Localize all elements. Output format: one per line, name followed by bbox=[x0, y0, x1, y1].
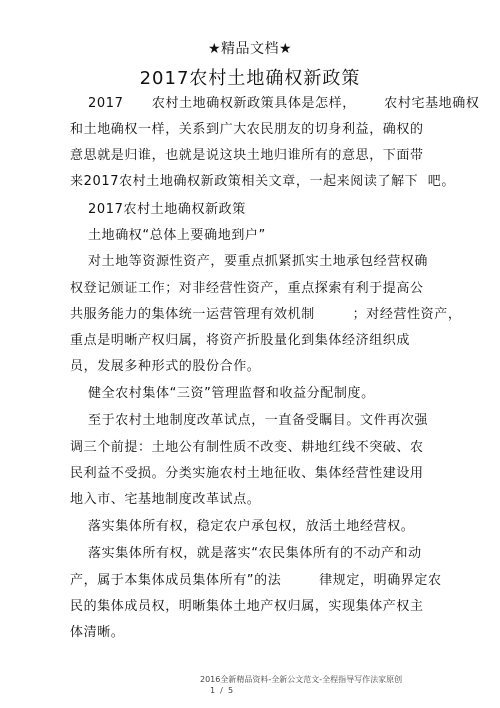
document-title: 2017农村土地确权新政策 bbox=[139, 68, 361, 89]
page-footer: 2016全新精品资料-全新公文范文-全程指导写作法家原创 bbox=[200, 675, 403, 684]
body-line: 对土地等资源性资产，要重点抓紧抓实土地承包经营权确 bbox=[88, 254, 429, 269]
body-line: 体清晰。 bbox=[70, 625, 125, 640]
body-line: 共服务能力的集体统一运营管理有效机制 ；对经营性资产， bbox=[70, 307, 462, 322]
body-line: 土地确权“总体上要确地到户” bbox=[88, 228, 266, 243]
body-line: 落实集体所有权，就是落实“农民集体所有的不动产和动 bbox=[88, 546, 422, 561]
section-heading: 2017农村土地确权新政策 bbox=[88, 202, 246, 217]
body-line: 健全农村集体“三资”管理监督和收益分配制度。 bbox=[88, 386, 375, 401]
body-line: 至于农村土地制度改革试点，一直备受瞩目。文件再次强 bbox=[88, 413, 429, 428]
body-line: 权登记颁证工作；对非经营性资产，重点探索有利于提高公 bbox=[70, 281, 424, 296]
body-line: 民利益不受损。分类实施农村土地征收、集体经营性建设用 bbox=[70, 466, 424, 481]
body-line: 落实集体所有权，稳定农户承包权，放活土地经营权。 bbox=[88, 519, 415, 534]
document-banner: ★精品文档★ bbox=[207, 41, 293, 57]
body-line: 员，发展多种形式的股份合作。 bbox=[70, 359, 261, 374]
body-line: 来2017农村土地确权新政策相关文章，一起来阅读了解下 吧。 bbox=[70, 174, 455, 189]
body-line: 产，属于本集体成员集体所有”的法 律规定，明确界定农 bbox=[70, 573, 442, 588]
body-line: 和土地确权一样，关系到广大农民朋友的切身利益，确权的 bbox=[70, 122, 424, 137]
body-line: 意思就是归谁，也就是说这块土地归谁所有的意思，下面带 bbox=[70, 148, 424, 163]
body-line: 地入市、宅基地制度改革试点。 bbox=[70, 492, 261, 507]
body-line: 民的集体成员权，明晰集体土地产权归属，实现集体产权主 bbox=[70, 599, 424, 614]
body-line: 调三个前提：土地公有制性质不改变、耕地红线不突破、农 bbox=[70, 440, 424, 455]
body-line: 2017 农村土地确权新政策具体是怎样， 农村宅基地确权 bbox=[88, 96, 480, 111]
page-number: 1 / 5 bbox=[210, 686, 234, 695]
body-line: 重点是明晰产权归属，将资产折股量化到集体经济组织成 bbox=[70, 333, 411, 348]
